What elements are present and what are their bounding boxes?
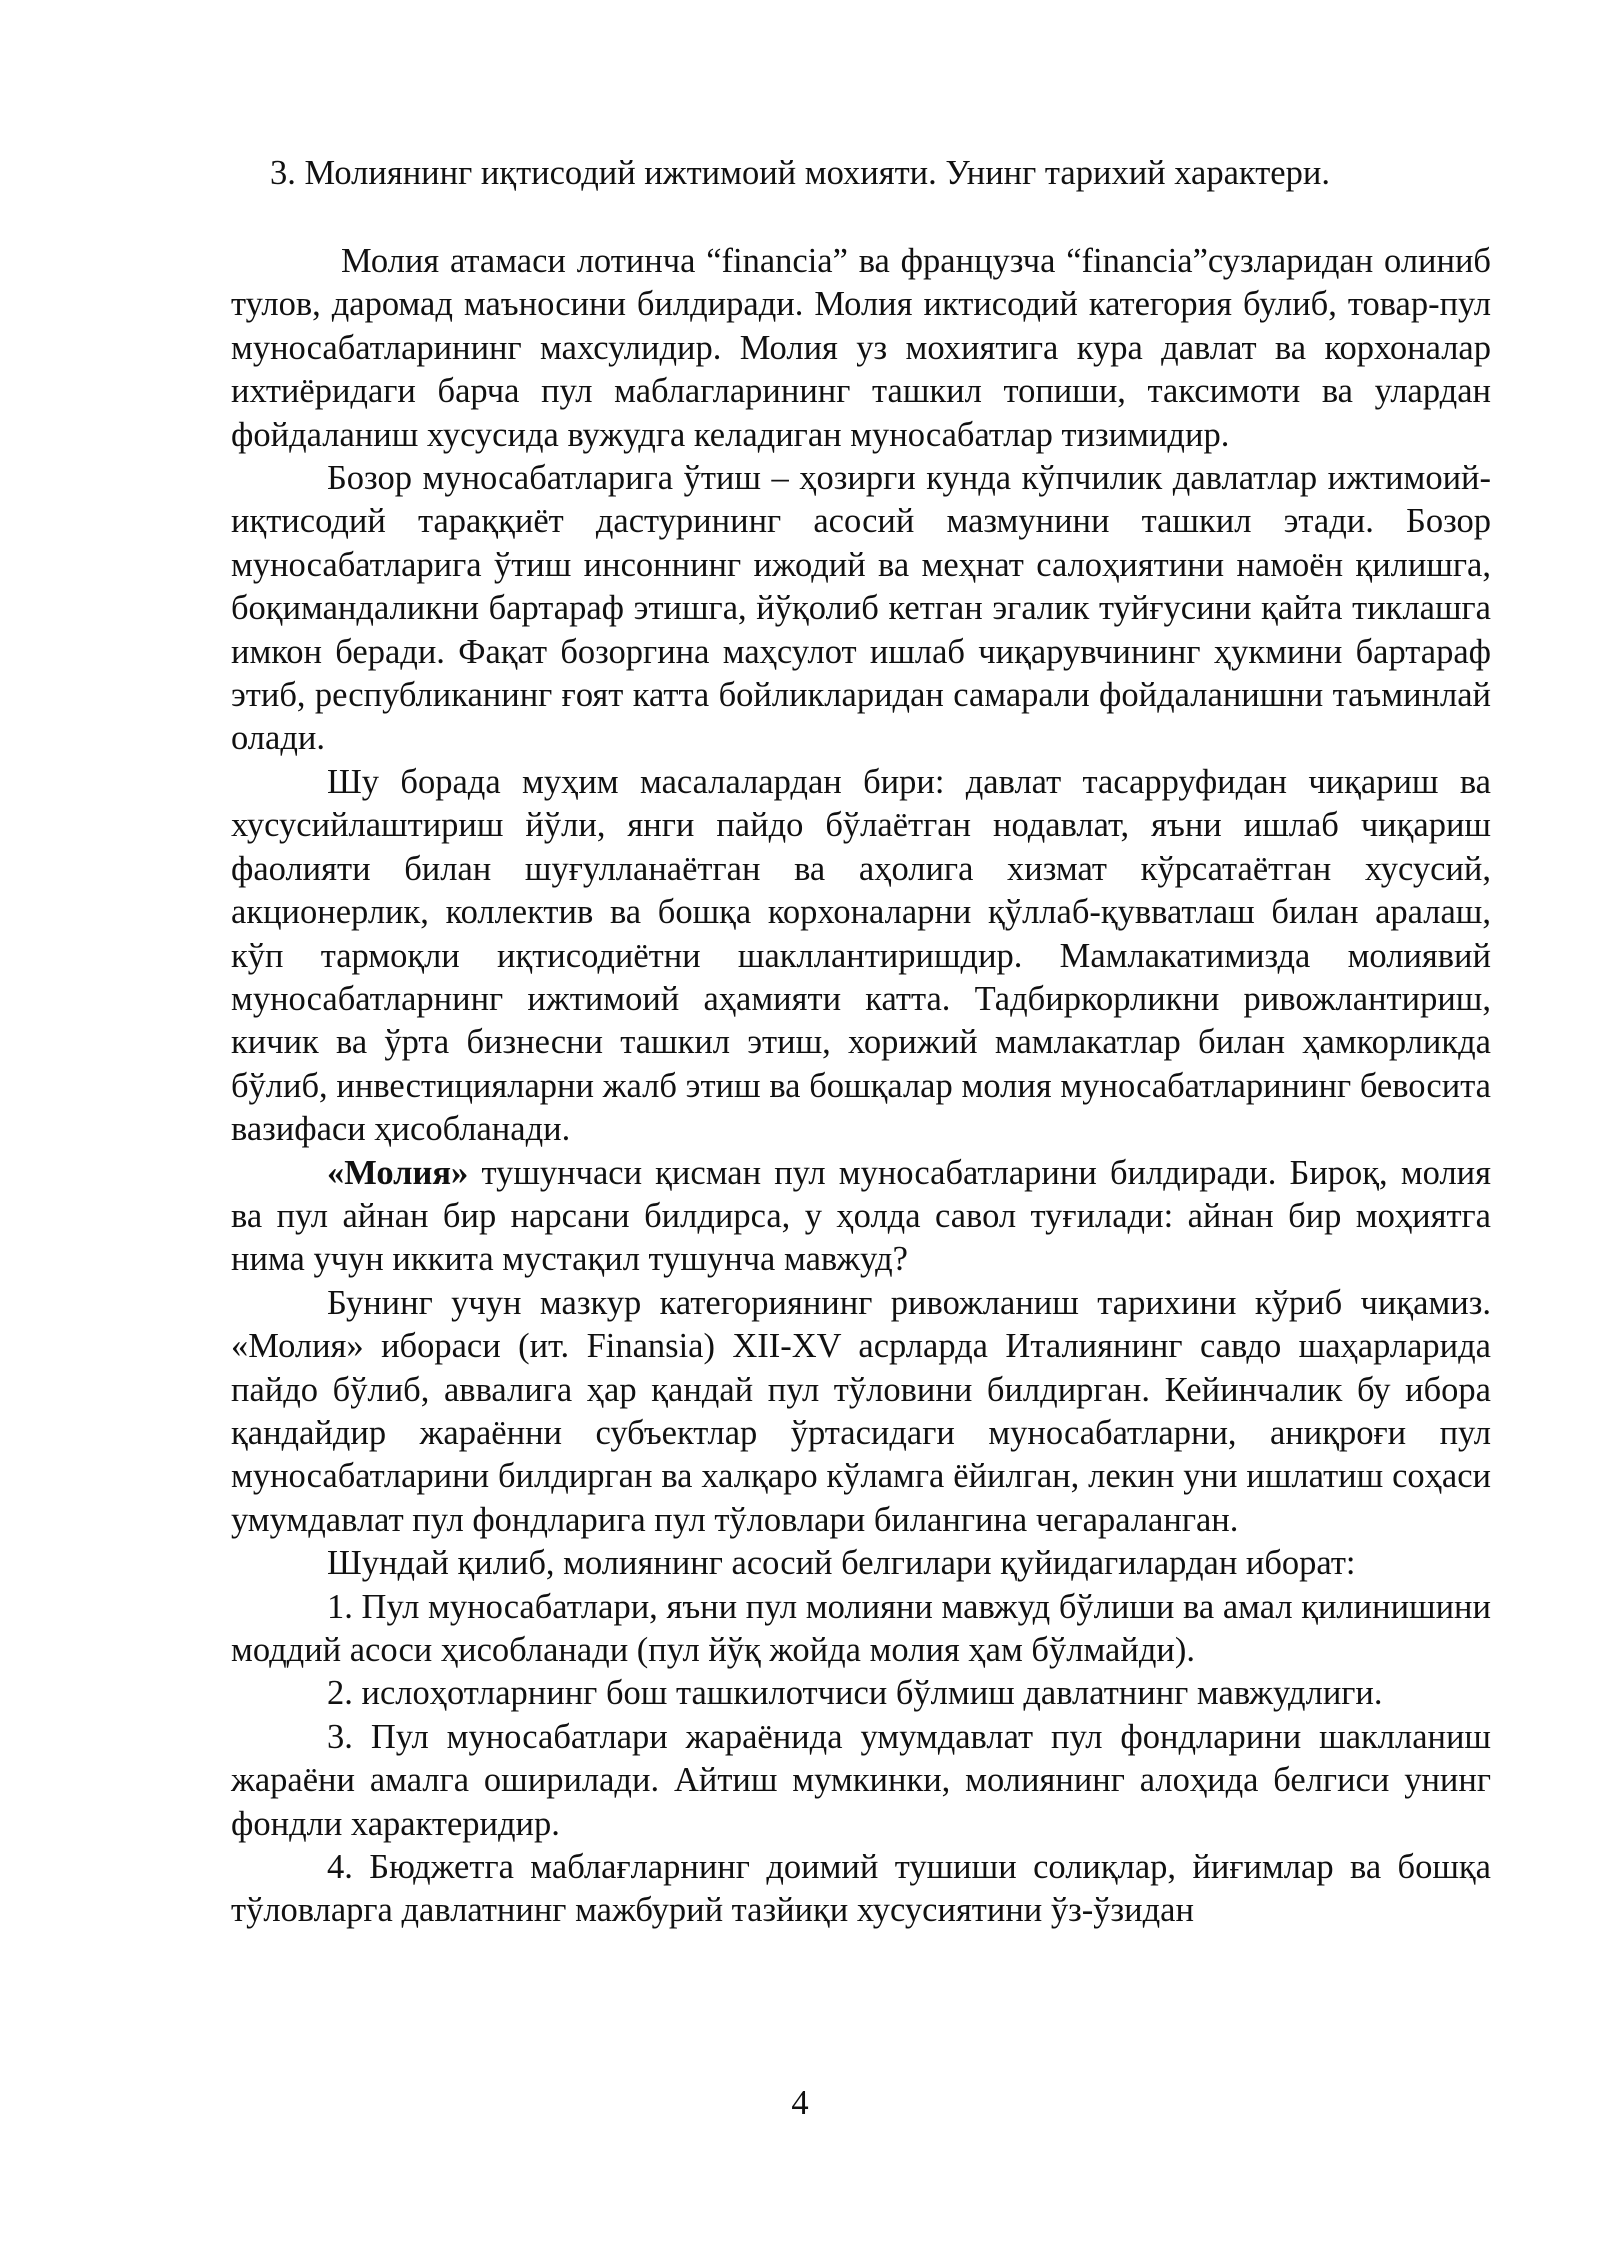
paragraph-definition: Молия атамаси лотинча “financia” ва французча “financia”сузларидан олиниб тулов, даромад маъносини билдиради. Молия иктисодий категория булиб, товар-пул муносабатларининг махсулидир. Молия уз мохиятига кура давлат ва корхоналар ихтиёридаги барча пул маблагларининг ташкил топиши, таксимоти ва улардан фойдаланиш хусусида вужудга келадиган муносабатлар тизимидир. [231, 242, 1491, 454]
paragraph-history: Бунинг учун мазкур категориянинг ривожланиш тарихини кўриб чиқамиз. «Молия» ибораси (ит. Finansia) XII-XV асрларда Италиянинг савдо шаҳарларида пайдо бўлиб, аввалига ҳар қандай пул тўловини билдирган. Кейинчалик бу ибора қандайдир жараённи субъектлар ўртасидаги муносабатларни, аниқроғи пул муносабатларини билдирган ва халқаро кўламга ёйилган, лекин уни ишлатиш соҳаси умумдавлат пул фондларига пул тўловлари билангина чегараланган. [231, 1283, 1491, 1539]
list-item-3: 3. Пул муносабатлари жараёнида умумдавлат пул фондларини шаклланиш жараёни амалга оширилади. Айтиш мумкинки, молиянинг алоҳида белгиси унинг фондли характеридир. [231, 1717, 1491, 1843]
paragraph-privatization: Шу борада муҳим масалалардан бири: давлат тасарруфидан чиқариш ва хусусийлаштириш йўли, янги пайдо бўлаётган нодавлат, яъни ишлаб чиқариш фаолияти билан шуғулланаётган ва аҳолига хизмат кўрсатаётган хусусий, акционерлик, коллектив ва бошқа корхоналарни қўллаб-қувватлаш билан аралаш, кўп тармоқли иқтисодиётни шакллантиришдир. Мамлакатимизда молиявий муносабатларнинг ижтимоий аҳамияти катта. Тадбиркорликни ривожлантириш, кичик ва ўрта бизнесни ташкил этиш, хорижий мамлакатлар билан ҳамкорликда бўлиб, инвестицияларни жалб этиш ва бошқалар молия муносабатларининг бевосита вазифаси ҳисобланади. [231, 762, 1491, 1149]
paragraph-market-transition: Бозор муносабатларига ўтиш – ҳозирги кунда кўпчилик давлатлар ижтимоий-иқтисодий тараққиёт дастурининг асосий мазмунини ташкил этади. Бозор муносабатларига ўтиш инсоннинг ижодий ва меҳнат салоҳиятини намоён қилишга, боқимандаликни бартараф этишга, йўқолиб кетган эгалик туйғусини қайта тиклашга имкон беради. Фақат бозоргина маҳсулот ишлаб чиқарувчининг ҳукмини бартараф этиб, республиканинг ғоят катта бойликларидан самарали фойдаланишни таъминлай олади. [231, 459, 1491, 758]
section-heading: 3. Молиянинг иқтисодий ижтимоий мохияти. Унинг тарихий характери. [270, 154, 1330, 192]
body-text [231, 240, 1491, 1933]
list-item-1: 1. Пул муносабатлари, яъни пул молияни мавжуд бўлиши ва амал қилинишини моддий асоси ҳисобланади (пул йўқ жойда молия ҳам бўлмайди). [231, 1587, 1491, 1669]
list-item-2: 2. ислоҳотларнинг бош ташкилотчиси бўлмиш давлатнинг мавжудлиги. [327, 1674, 1383, 1713]
term-finance-bold: «Молия» [327, 1153, 469, 1192]
paragraph-finance-concept [231, 1152, 1491, 1282]
paragraph-features-intro: Шундай қилиб, молиянинг асосий белгилари қуйидагилардан иборат: [327, 1544, 1356, 1583]
list-item-4: 4. Бюджетга маблағларнинг доимий тушиши солиқлар, йиғимлар ва бошқа тўловларга давлатнинг мажбурий тазйиқи хусусиятини ўз-ўзидан [231, 1848, 1491, 1930]
page-number: 4 [791, 2084, 809, 2122]
paragraph-finance-concept-text: тушунчаси қисман пул муносабатларини билдиради. Бироқ, молия ва пул айнан бир нарсани билдирса, у ҳолда савол туғилади: айнан бир моҳиятга нима учун иккита мустақил тушунча мавжуд? [231, 1153, 1491, 1279]
